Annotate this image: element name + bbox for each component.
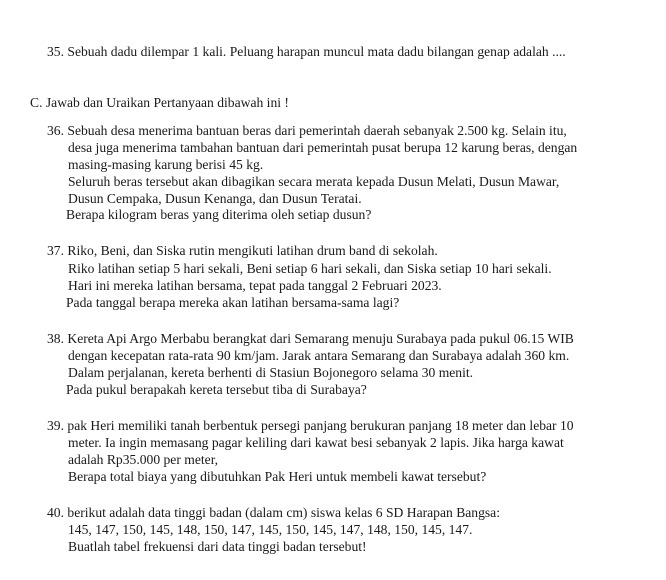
section-c-heading: C. Jawab dan Uraikan Pertanyaan dibawah ini ! — [30, 95, 289, 110]
question-36-line: Seluruh beras tersebut akan dibagikan secara merata kepada Dusun Melati, Dusun Mawar, — [68, 174, 560, 189]
question-36-line: Dusun Cempaka, Dusun Kenanga, dan Dusun Teratai. — [68, 191, 362, 206]
question-40-line: Buatlah tabel frekuensi dari data tinggi badan tersebut! — [68, 539, 367, 554]
question-40-line: 145, 147, 150, 145, 148, 150, 147, 145, 150, 145, 147, 148, 150, 145, 147. — [68, 522, 473, 537]
question-38-line: 38. Kereta Api Argo Merbabu berangkat dari Semarang menuju Surabaya pada pukul 06.15 WIB — [47, 331, 574, 346]
question-38-line: Pada pukul berapakah kereta tersebut tiba di Surabaya? — [66, 382, 367, 397]
question-36-line: masing-masing karung berisi 45 kg. — [68, 157, 264, 172]
question-37-line: Hari ini mereka latihan bersama, tepat pada tanggal 2 Februari 2023. — [68, 278, 442, 293]
question-36-line: Berapa kilogram beras yang diterima oleh setiap dusun? — [66, 207, 372, 222]
question-38-line: dengan kecepatan rata-rata 90 km/jam. Jarak antara Semarang dan Surabaya adalah 360 km. — [68, 348, 570, 363]
question-35: 35. Sebuah dadu dilempar 1 kali. Peluang harapan muncul mata dadu bilangan genap adalah .... — [47, 44, 566, 59]
question-37-line: 37. Riko, Beni, dan Siska rutin mengikuti latihan drum band di sekolah. — [47, 243, 438, 258]
question-37-line: Riko latihan setiap 5 hari sekali, Beni setiap 6 hari sekali, dan Siska setiap 10 hari sekali. — [68, 261, 552, 276]
question-38-line: Dalam perjalanan, kereta berhenti di Stasiun Bojonegoro selama 30 menit. — [68, 365, 474, 380]
question-40-line: 40. berikut adalah data tinggi badan (dalam cm) siswa kelas 6 SD Harapan Bangsa: — [47, 505, 500, 520]
question-39-line: 39. pak Heri memiliki tanah berbentuk persegi panjang berukuran panjang 18 meter dan lebar 10 — [47, 418, 574, 433]
question-39-line: meter. Ia ingin memasang pagar keliling dari kawat besi sebanyak 2 lapis. Jika harga kawat — [68, 435, 564, 450]
question-39-line: adalah Rp35.000 per meter, — [68, 452, 219, 467]
question-36-line: desa juga menerima tambahan bantuan dari pemerintah pusat berupa 12 karung beras, dengan — [68, 140, 578, 155]
question-37-line: Pada tanggal berapa mereka akan latihan bersama-sama lagi? — [66, 295, 400, 310]
question-36-line: 36. Sebuah desa menerima bantuan beras dari pemerintah daerah sebanyak 2.500 kg. Selain itu, — [47, 123, 567, 138]
question-39-line: Berapa total biaya yang dibutuhkan Pak Heri untuk membeli kawat tersebut? — [68, 469, 487, 484]
